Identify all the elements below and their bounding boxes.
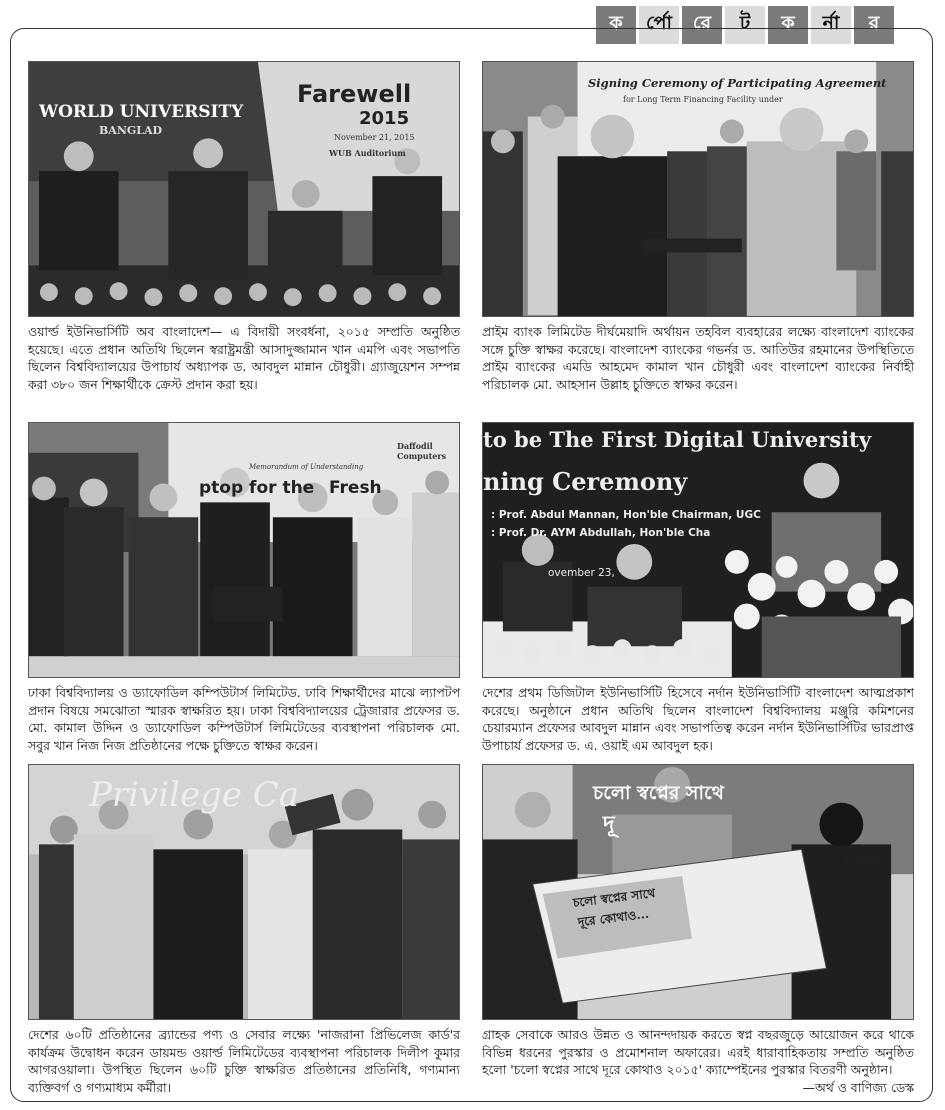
news-item-northern-university bbox=[482, 422, 914, 754]
photo-subtitle-2: Fresh bbox=[329, 478, 382, 498]
caption: ঢাকা বিশ্ববিদ্যালয় ও ড্যাফোডিল কম্পিউটার্স লিমিটেড. ঢাবি শিক্ষার্থীদের মাঝে ল্যাপটপ প্রদান বিষয়ে সমঝোতা স্মারক স্বাক্ষরিত হয়। ঢাকা বিশ্ববিদ্যালয়ের ট্রেজারার প্রফেসর ড. মো. কামাল উদ্দিন ও ড্যাফোডিল কম্পিউটার্স লিমিটেডের ব্যবস্থাপনা পরিচালক মো. সবুর খান নিজ নিজ প্রতিষ্ঠানের পক্ষে চুক্তিতে স্বাক্ষর করেন। bbox=[28, 685, 460, 753]
desk-credit: —অর্থ ও বাণিজ্য ডেস্ক bbox=[802, 1079, 914, 1095]
photo-mou-signing bbox=[28, 422, 460, 678]
banner-char: রে bbox=[682, 6, 722, 44]
news-item-prime-bank bbox=[482, 61, 914, 393]
photo-subtitle: ning Ceremony bbox=[483, 467, 688, 496]
news-item-privilege-card bbox=[28, 764, 460, 1096]
photo-line-2: : Prof. Dr. AYM Abdullah, Hon'ble Cha bbox=[491, 527, 711, 539]
photo-year: 2015 bbox=[359, 108, 410, 129]
photo-title: to be The First Digital University bbox=[483, 427, 872, 452]
photo-digital-university bbox=[482, 422, 914, 678]
photo-title: চলো স্বপ্নের সাথে bbox=[593, 782, 724, 804]
banner-char: র্না bbox=[811, 6, 851, 44]
photo-banner-text: WORLD UNIVERSITY bbox=[39, 102, 244, 122]
photo-farewell bbox=[28, 61, 460, 317]
photo-title: Farewell bbox=[297, 80, 412, 108]
photo-title: Memorandum of Understanding bbox=[249, 463, 364, 471]
card-title: চলো স্বপ্নের সাথে bbox=[572, 886, 657, 911]
news-item-daffodil bbox=[28, 422, 460, 754]
card-subtitle: দূরে কোথাও... bbox=[577, 906, 650, 930]
caption: দেশের ৬০টি প্রতিষ্ঠানের ব্র্যান্ডের পণ্য ও সেবার লক্ষ্যে 'নাজরানা প্রিভিলেজ কার্ড'র কার্যক্রম উদ্বোধন করেন ডায়মন্ড ওয়ার্ল্ড লিমিটেডের ব্যবস্থাপনা পরিচালক দিলীপ কুমার আগরওয়ালা। উপস্থিত ছিলেন ৬০টি চুক্তি স্বাক্ষরিত প্রতিষ্ঠানের প্রতিনিধি, গণ্যমান্য ব্যক্তিবর্গ ও গণ্যমাধ্যম কর্মীরা। bbox=[28, 1027, 460, 1095]
photo-subtitle: for Long Term Financing Facility under bbox=[623, 95, 783, 104]
photo-signing-ceremony bbox=[482, 61, 914, 317]
photo-title: Signing Ceremony of Participating Agreement bbox=[588, 76, 887, 90]
photo-venue: WUB Auditorium bbox=[329, 148, 406, 158]
photo-brand: Daffodil Computers bbox=[397, 441, 447, 461]
caption: প্রাইম ব্যাংক লিমিটেড দীর্ঘমেয়াদি অর্থায়ন তহবিল ব্যবহারের লক্ষ্যে বাংলাদেশ ব্যাংকের সঙ্গে চুক্তি স্বাক্ষর করেছে। বাংলাদেশ ব্যাংকের গভর্নর ড. আতিউর রহমানের উপস্থিতিতে প্রাইম ব্যাংকের এমডি আহমেদ কামাল খান চৌধুরী এবং বাংলাদেশ ব্যাংকের নির্বাহী পরিচালক মো. আহসান উল্লাহ চুক্তিতে স্বাক্ষর করেন। bbox=[482, 324, 914, 392]
photo-title: Privilege Ca bbox=[89, 775, 300, 815]
photo-date: ovember 23, bbox=[548, 567, 615, 579]
card-prize: ম পুরস্কার bbox=[843, 855, 880, 866]
photo-privilege-card-launch bbox=[28, 764, 460, 1020]
banner-char: ট bbox=[725, 6, 765, 44]
news-item-world-university bbox=[28, 61, 460, 393]
caption: ওয়ার্ল্ড ইউনিভার্সিটি অব বাংলাদেশ— এ বিদায়ী সংবর্ধনা, ২০১৫ সম্প্রতি অনুষ্ঠিত হয়েছে। এতে প্রধান অতিথি ছিলেন স্বরাষ্ট্রমন্ত্রী আসাদুজ্জামান খান এমপি এবং সভাপতি ছিলেন বিশ্ববিদ্যালয়ের উপাচার্য অধ্যাপক ড. আবদুল মান্নান চৌধুরী। গ্র্যাজুয়েশন সম্পন্ন করা ৩৮০ জন শিক্ষার্থীকে ক্রেস্ট প্রদান করা হয়। bbox=[28, 324, 460, 392]
caption: দেশের প্রথম ডিজিটাল ইউনিভার্সিটি হিসেবে নর্দান ইউনিভার্সিটি বাংলাদেশ আত্মপ্রকাশ করেছে। অনুষ্ঠানে প্রধান অতিথি ছিলেন বাংলাদেশ বিশ্ববিদ্যালয় মঞ্জুরি কমিশনের চেয়ারম্যান প্রফেসর আবদুল মান্নান এবং সভাপতিত্ব করেন নর্দান ইউনিভার্সিটির ভারপ্রাপ্ত উপাচার্য প্রফেসর ড. এ. ওয়াই এম আবদুল হক। bbox=[482, 685, 914, 753]
photo-line-1: : Prof. Abdul Mannan, Hon'ble Chairman, UGC bbox=[491, 509, 761, 521]
photo-subtitle: ptop for the bbox=[199, 478, 315, 498]
banner-char: র bbox=[854, 6, 894, 44]
photo-subtitle: দূ bbox=[603, 811, 615, 837]
caption-text: গ্রাহক সেবাকে আরও উন্নত ও আনন্দদায়ক করতে স্বপ্ন বছরজুড়ে আয়োজন করে থাকে বিভিন্ন ধরনের পুরস্কার ও প্রমোশনাল অফারের। এরই ধারাবাহিকতায় সম্প্রতি অনুষ্ঠিত হলো 'চলো স্বপ্নের সাথে দূরে কোথাও ২০১৫' ক্যাম্পেইনের পুরস্কার বিতরণী অনুষ্ঠান। bbox=[482, 1027, 914, 1077]
banner-char: ক bbox=[768, 6, 808, 44]
banner-char: ক bbox=[596, 6, 636, 44]
photo-prize-giving bbox=[482, 764, 914, 1020]
photo-banner-sub: BANGLAD bbox=[99, 124, 163, 137]
banner-char: র্পো bbox=[639, 6, 679, 44]
photo-date: November 21, 2015 bbox=[334, 133, 415, 142]
news-item-shwapno bbox=[482, 764, 914, 1096]
caption bbox=[482, 1026, 914, 1095]
